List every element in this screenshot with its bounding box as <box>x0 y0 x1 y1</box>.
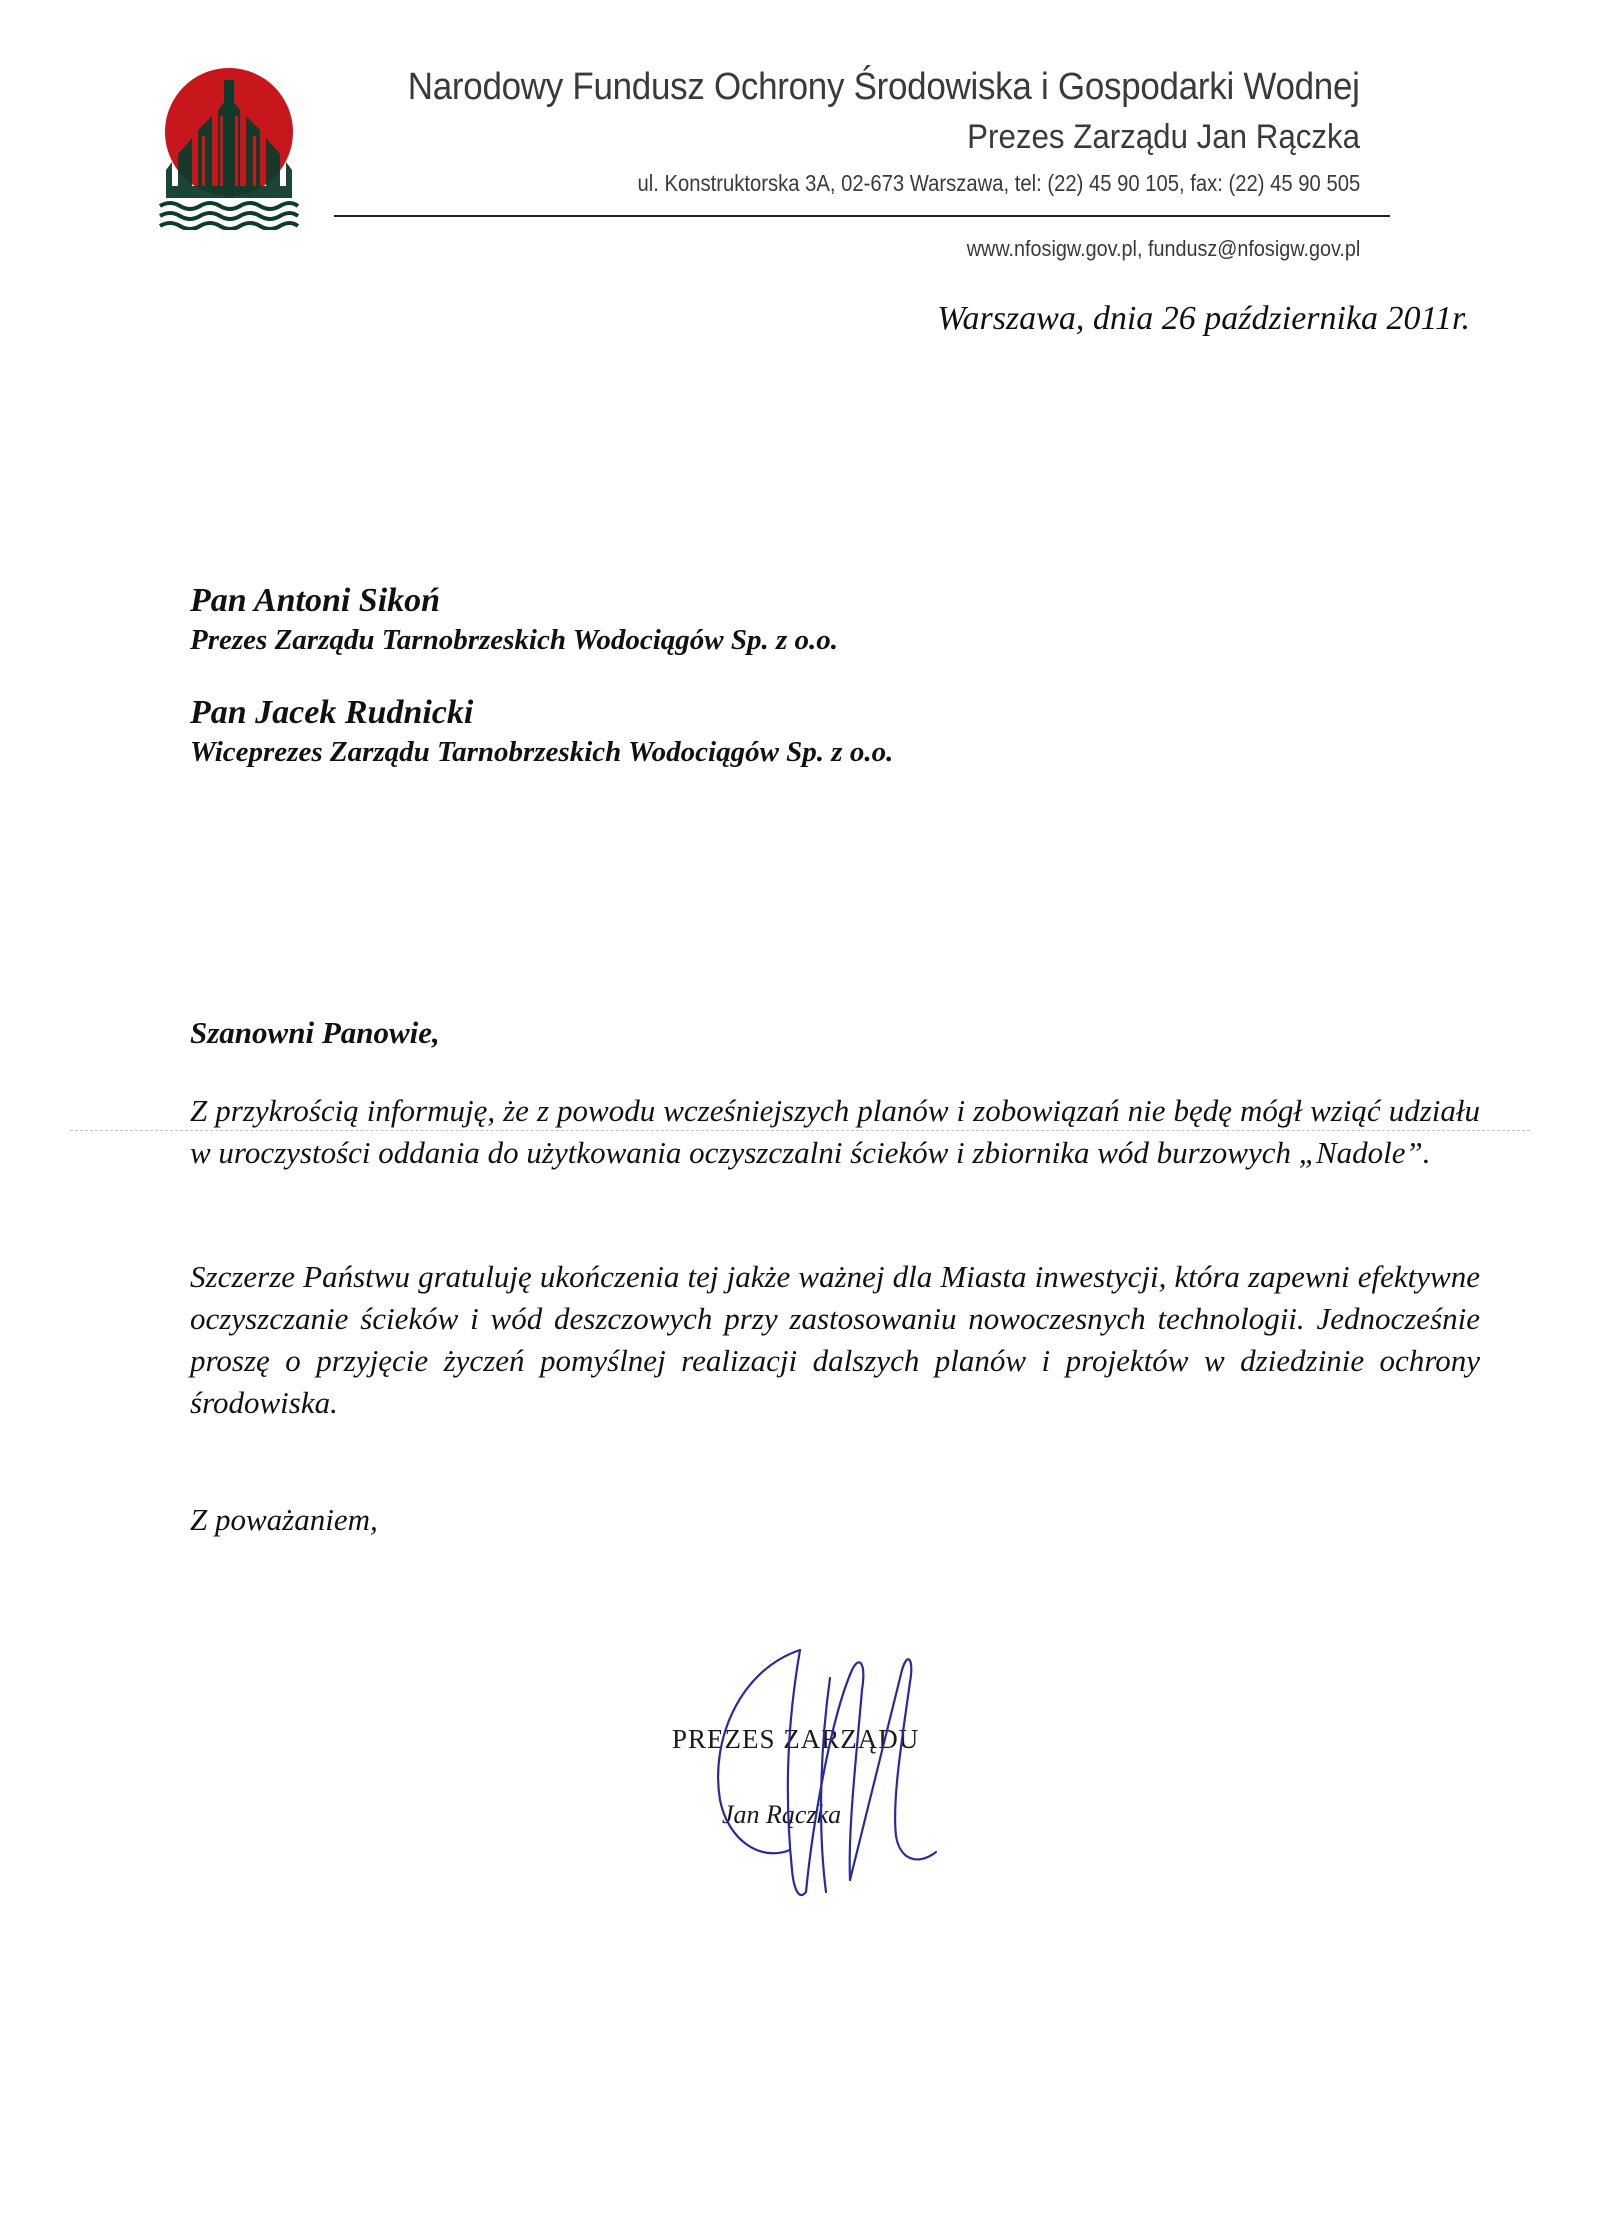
recipient-block <box>190 694 893 769</box>
salutation: Szanowni Panowie, <box>190 1015 440 1050</box>
address-line: ul. Konstruktorska 3A, 02-673 Warszawa, tel: (22) 45 90 105, fax: (22) 45 90 505 <box>637 170 1360 196</box>
closing: Z poważaniem, <box>190 1502 378 1537</box>
recipient-title: Prezes Zarządu Tarnobrzeskich Wodociągów Sp. z o.o. <box>190 624 839 656</box>
nfosigw-logo <box>158 66 300 230</box>
web-email-line: www.nfosigw.gov.pl, fundusz@nfosigw.gov.pl <box>966 236 1360 261</box>
recipient-name: Pan Antoni Sikoń <box>190 582 441 619</box>
recipient-title: Wiceprezes Zarządu Tarnobrzeskich Wodociągów Sp. z o.o. <box>190 736 894 768</box>
stamp-name: Jan Rączka <box>722 1800 842 1829</box>
president-line: Prezes Zarządu Jan Rączka <box>967 118 1360 156</box>
body-paragraph: Z przykrością informuję, że z powodu wcześniejszych planów i zobowiązań nie będę mógł wziąć udziału w uroczystości oddania do użytkowania oczyszczalni ścieków i zbiornika wód burzowych „Nadole”. <box>190 1093 1480 1170</box>
handwritten-signature <box>680 1630 940 1910</box>
body-paragraph: Szczerze Państwu gratuluję ukończenia tej jakże ważnej dla Miasta inwestycji, która zapewni efektywne oczyszczanie ścieków i wód deszczowych przy zastosowaniu nowoczesnych technologii. Jednocześnie proszę o przyjęcie życzeń pomyślnej realizacji dalszych planów i projektów w dziedzinie ochrony środowiska. <box>190 1259 1480 1420</box>
stamp-title: PREZES ZARZĄDU <box>672 1724 920 1754</box>
organization-name: Narodowy Fundusz Ochrony Środowiska i Gospodarki Wodnej <box>408 66 1360 108</box>
recipient-name: Pan Jacek Rudnicki <box>190 694 474 731</box>
letter-date: Warszawa, dnia 26 października 2011r. <box>937 300 1470 337</box>
letterhead-divider <box>334 215 1390 217</box>
recipient-block <box>190 582 838 657</box>
